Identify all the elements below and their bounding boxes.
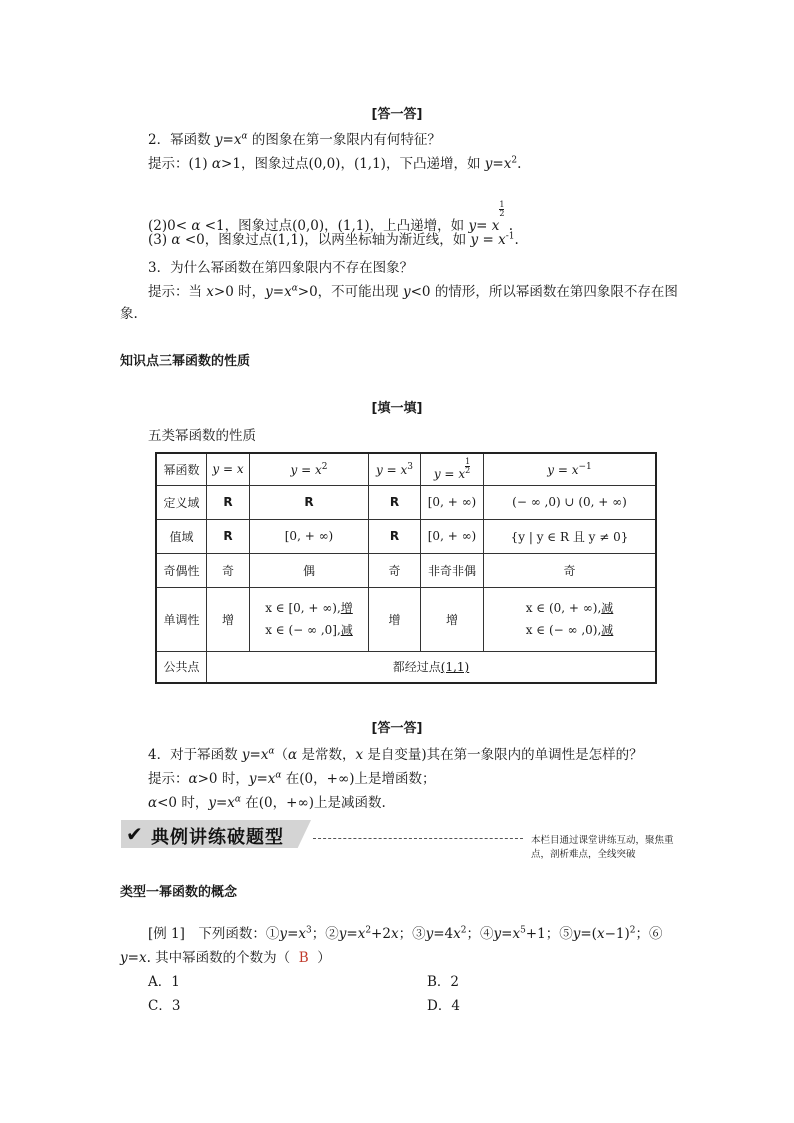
parity-3: 奇 [369,553,421,587]
common-point: (1,1) [440,660,470,675]
mono-5a-u: 减 [601,601,614,615]
parity-2: 偶 [250,553,369,587]
mono-2b-u: 减 [340,623,353,637]
example-line-2: y=x. 其中幂函数的个数为（ B ） [120,950,331,966]
common-label: 公共点 [156,651,207,683]
monotonic-5 [484,587,657,651]
option-d: D．4 [427,998,460,1014]
check-icon: ✔ [126,822,143,846]
qa-header-2: [答一答] [371,721,423,736]
mono-5b: x ∈ (− ∞ ,0), [525,623,602,637]
mono-2a: x ∈ [0, + ∞), [265,601,341,615]
cell-head-label: 幂函数 [156,453,207,485]
option-c: C．3 [148,998,181,1014]
common-value [207,651,657,683]
domain-2: R [250,485,369,519]
cell-func-3: $y = x^3$ [369,453,421,485]
row-parity [156,553,656,587]
question-2: 2．幂函数 $y=x^\alpha$ 的图象在第一象限内有何特征？ [148,131,441,148]
option-a: A．1 [148,974,180,990]
common-text: 都经过点 [392,660,441,675]
range-3: R [369,519,421,553]
mono-2b: x ∈ (− ∞ ,0], [265,623,341,637]
domain-3: R [369,485,421,519]
qa-header-1: [答一答] [371,107,423,122]
type-title-1: 类型一幂函数的概念 [120,885,238,900]
range-label: 值域 [156,519,207,553]
cell-func-5: $y = x^{-1}$ [484,453,657,485]
domain-5: (− ∞ ,0) ∪ (0, + ∞) [484,485,657,519]
banner-title: 典例讲练破题型 [151,827,284,848]
power-function-table [155,452,657,684]
example-answer: B [298,950,309,966]
hint-3: (3) α <0，图象过点(1,1)，以两坐标轴为渐近线，如 $y = x^{-1}$. [148,231,519,248]
banner-note: 本栏目通过课堂讲练互动，聚焦重点，剖析难点，全线突破 [531,835,674,860]
monotonic-1: 增 [207,587,250,651]
monotonic-label: 单调性 [156,587,207,651]
hint-5: 提示：α>0 时，$y=x^\alpha$ 在(0，+∞)上是增函数； [148,770,436,787]
mono-5a: x ∈ (0, + ∞), [525,601,602,615]
monotonic-3: 增 [369,587,421,651]
section-banner [121,820,676,860]
row-common [156,651,656,683]
fill-header: [填一填] [371,401,423,416]
mono-2a-u: 增 [340,601,353,615]
monotonic-2 [250,587,369,651]
hint-1: 提示：(1) α>1，图象过点(0,0)，(1,1)，下凸递增，如 $y=x^2$. [148,155,522,172]
parity-1: 奇 [207,553,250,587]
cell-func-2: $y = x^2$ [250,453,369,485]
table-caption: 五类幂函数的性质 [148,428,256,444]
domain-1: R [207,485,250,519]
mono-5b-u: 减 [601,623,614,637]
parity-4: 非奇非偶 [421,553,484,587]
section-title-3: 知识点三幂函数的性质 [120,354,251,369]
question-3: 3．为什么幂函数在第四象限内不存在图象？ [148,260,414,276]
row-domain [156,485,656,519]
table-header-row [156,453,656,485]
hint-2: (2)0< α <1，图象过点(0,0)，(1,1)，上凸递增，如 y= x $\frac{1}{2}$ . [148,200,514,234]
range-2: [0, + ∞) [250,519,369,553]
question-4: 4．对于幂函数 $y=x^\alpha(\alpha$ 是常数，x 是自变量)其在第一象限内的单调性是怎样的？ [148,746,643,763]
parity-5: 奇 [484,553,657,587]
range-4: [0, + ∞) [421,519,484,553]
parity-label: 奇偶性 [156,553,207,587]
range-5: {y | y ∈ R 且 y ≠ 0} [484,519,657,553]
hint-4-cont: 象. [120,306,138,322]
domain-label: 定义域 [156,485,207,519]
banner-divider [313,838,523,839]
hint-6: α<0 时，$y=x^\alpha$ 在(0，+∞)上是减函数. [148,794,386,811]
option-b: B．2 [427,974,460,990]
range-1: R [207,519,250,553]
row-range [156,519,656,553]
example-line-1: [例 1] 下列函数：$①y=x^3$；$②y=x^2+2x$；$③y=4x^2$；$④y=x^5+1$；$⑤y=(x-1)^2$；⑥ [148,925,663,942]
row-monotonic [156,587,656,651]
cell-func-4: y = x $\frac{1}{2}$ [421,453,484,485]
hint-4: 提示：当 x>0 时，$y=x^\alpha>0$，不可能出现 y<0 的情形，所以幂函数在第四象限不存在图 [148,283,678,300]
cell-func-1: y = x [207,453,250,485]
monotonic-4: 增 [421,587,484,651]
domain-4: [0, + ∞) [421,485,484,519]
